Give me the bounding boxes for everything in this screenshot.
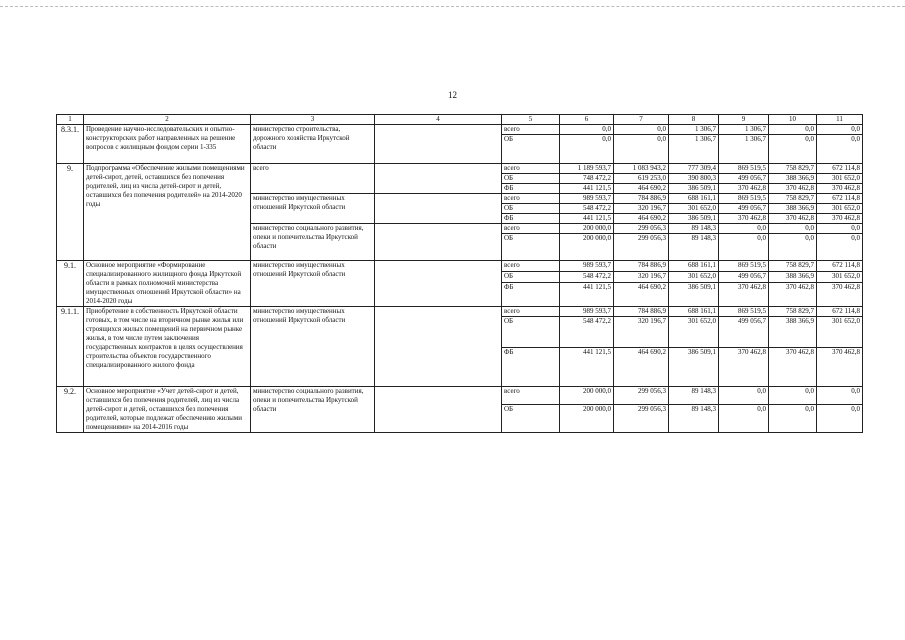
amount-cell: 499 056,7: [719, 204, 769, 214]
funding-source: всего: [502, 307, 560, 317]
amount-cell: 464 690,2: [614, 214, 669, 224]
amount-cell: 758 829,7: [769, 194, 817, 204]
column-header: 5: [502, 115, 560, 125]
amount-cell: 386 509,1: [669, 348, 719, 387]
item-code: 9.: [57, 164, 84, 261]
column-header: 6: [560, 115, 614, 125]
amount-cell: 464 690,2: [614, 348, 669, 387]
amount-cell: 441 121,5: [560, 214, 614, 224]
amount-cell: 441 121,5: [560, 348, 614, 387]
amount-cell: 301 652,0: [817, 174, 863, 184]
amount-cell: 388 366,9: [769, 272, 817, 283]
table-row: [57, 261, 863, 272]
amount-cell: 672 114,8: [817, 261, 863, 272]
amount-cell: 619 253,0: [614, 174, 669, 184]
funding-source: всего: [502, 224, 560, 234]
amount-cell: 89 148,3: [669, 234, 719, 261]
amount-cell: 989 593,7: [560, 261, 614, 272]
amount-cell: 370 462,8: [769, 214, 817, 224]
amount-cell: 388 366,9: [769, 204, 817, 214]
amount-cell: 370 462,8: [719, 348, 769, 387]
amount-cell: 0,0: [817, 405, 863, 433]
amount-cell: 869 519,5: [719, 261, 769, 272]
responsible-agency: министерство имущественных отношений Иркутской области: [251, 261, 375, 307]
amount-cell: 1 189 593,7: [560, 164, 614, 174]
item-code: 9.1.1.: [57, 307, 84, 387]
funding-source: ОБ: [502, 204, 560, 214]
amount-cell: 989 593,7: [560, 307, 614, 317]
amount-cell: 1 306,7: [669, 125, 719, 135]
amount-cell: 777 309,4: [669, 164, 719, 174]
scan-top-rule: [0, 6, 905, 7]
amount-cell: 200 000,0: [560, 234, 614, 261]
amount-cell: 1 306,7: [719, 135, 769, 164]
amount-cell: 89 148,3: [669, 224, 719, 234]
item-description: Основное мероприятие «Формирование специализированного жилищного фонда Иркутской области в рамках полномочий министерства имущественных отношений Иркутской области» на 2014-2020 годы: [84, 261, 251, 307]
amount-cell: 301 652,0: [817, 272, 863, 283]
amount-cell: 301 652,0: [817, 204, 863, 214]
table-row: [57, 125, 863, 135]
amount-cell: 370 462,8: [817, 348, 863, 387]
table-body: [57, 125, 863, 433]
funding-source: ОБ: [502, 234, 560, 261]
amount-cell: 370 462,8: [719, 214, 769, 224]
amount-cell: 784 886,9: [614, 261, 669, 272]
amount-cell: 386 509,1: [669, 184, 719, 194]
responsible-agency: министерство социального развития, опеки и попечительства Иркутской области: [251, 387, 375, 433]
item-description: Основное мероприятие «Учет детей-сирот и детей, оставшихся без попечения родителей, лиц из числа детей-сирот и детей, оставшихся без попечения родителей, которые подлежат обеспечению жилыми помещениями» на 2014-2016 годы: [84, 387, 251, 433]
table-row: [57, 307, 863, 317]
amount-cell: 464 690,2: [614, 184, 669, 194]
amount-cell: 869 519,5: [719, 307, 769, 317]
amount-cell: 499 056,7: [719, 272, 769, 283]
responsible-agency: министерство имущественных отношений Иркутской области: [251, 307, 375, 387]
amount-cell: 1 306,7: [719, 125, 769, 135]
amount-cell: 441 121,5: [560, 283, 614, 307]
funding-source: всего: [502, 125, 560, 135]
amount-cell: 200 000,0: [560, 405, 614, 433]
amount-cell: 672 114,8: [817, 307, 863, 317]
amount-cell: 464 690,2: [614, 283, 669, 307]
item-code: 9.1.: [57, 261, 84, 307]
funding-source: всего: [502, 164, 560, 174]
funding-source: ОБ: [502, 272, 560, 283]
responsible-agency: министерство социального развития, опеки и попечительства Иркутской области: [251, 224, 375, 261]
amount-cell: 0,0: [719, 224, 769, 234]
amount-cell: 200 000,0: [560, 224, 614, 234]
column-4-cell: [375, 164, 502, 194]
item-description: Подпрограмма «Обеспечение жилыми помещениями детей-сирот, детей, оставшихся без попечения родителей, лиц из числа детей-сирот и детей, оставшихся без попечения родителей» на 2014-2020 годы: [84, 164, 251, 261]
amount-cell: 299 056,3: [614, 234, 669, 261]
amount-cell: 672 114,8: [817, 194, 863, 204]
amount-cell: 0,0: [769, 135, 817, 164]
amount-cell: 301 652,0: [669, 272, 719, 283]
column-4-cell: [375, 125, 502, 164]
amount-cell: 688 161,1: [669, 261, 719, 272]
funding-source: ФБ: [502, 283, 560, 307]
column-header: 7: [614, 115, 669, 125]
funding-source: всего: [502, 261, 560, 272]
column-4-cell: [375, 387, 502, 433]
amount-cell: 0,0: [769, 387, 817, 405]
amount-cell: 320 196,7: [614, 204, 669, 214]
amount-cell: 758 829,7: [769, 164, 817, 174]
amount-cell: 0,0: [719, 234, 769, 261]
amount-cell: 390 800,3: [669, 174, 719, 184]
column-header: 2: [84, 115, 251, 125]
column-number-row: [57, 115, 863, 125]
amount-cell: 299 056,3: [614, 405, 669, 433]
amount-cell: 89 148,3: [669, 387, 719, 405]
amount-cell: 499 056,7: [719, 317, 769, 348]
amount-cell: 301 652,0: [669, 204, 719, 214]
column-4-cell: [375, 194, 502, 224]
amount-cell: 748 472,2: [560, 174, 614, 184]
column-header: 3: [251, 115, 375, 125]
amount-cell: 0,0: [614, 125, 669, 135]
amount-cell: 784 886,9: [614, 194, 669, 204]
column-4-cell: [375, 307, 502, 387]
table-row: [57, 387, 863, 405]
item-code: 9.2.: [57, 387, 84, 433]
amount-cell: 320 196,7: [614, 272, 669, 283]
amount-cell: 370 462,8: [719, 184, 769, 194]
funding-source: ОБ: [502, 317, 560, 348]
amount-cell: 388 366,9: [769, 317, 817, 348]
amount-cell: 0,0: [817, 125, 863, 135]
column-header: 8: [669, 115, 719, 125]
page-number: 12: [448, 90, 457, 100]
column-header: 1: [57, 115, 84, 125]
column-4-cell: [375, 261, 502, 307]
funding-source: ФБ: [502, 348, 560, 387]
amount-cell: 0,0: [719, 387, 769, 405]
amount-cell: 784 886,9: [614, 307, 669, 317]
amount-cell: 0,0: [560, 125, 614, 135]
item-code: 8.3.1.: [57, 125, 84, 164]
responsible-agency: министерство строительства, дорожного хозяйства Иркутской области: [251, 125, 375, 164]
amount-cell: 1 083 943,2: [614, 164, 669, 174]
amount-cell: 758 829,7: [769, 261, 817, 272]
amount-cell: 499 056,7: [719, 174, 769, 184]
amount-cell: 0,0: [817, 224, 863, 234]
amount-cell: 0,0: [817, 135, 863, 164]
responsible-agency: министерство имущественных отношений Иркутской области: [251, 194, 375, 224]
amount-cell: 386 509,1: [669, 214, 719, 224]
amount-cell: 370 462,8: [817, 184, 863, 194]
amount-cell: 688 161,1: [669, 307, 719, 317]
funding-source: ОБ: [502, 135, 560, 164]
amount-cell: 200 000,0: [560, 387, 614, 405]
amount-cell: 370 462,8: [769, 348, 817, 387]
amount-cell: 370 462,8: [769, 283, 817, 307]
item-description: Проведение научно-исследовательских и опытно-конструкторских работ направленных на решение вопросов с жилищным фондом серии 1-335: [84, 125, 251, 164]
amount-cell: 548 472,2: [560, 272, 614, 283]
amount-cell: 0,0: [769, 234, 817, 261]
funding-source: ОБ: [502, 174, 560, 184]
amount-cell: 370 462,8: [769, 184, 817, 194]
table-row: [57, 164, 863, 174]
amount-cell: 370 462,8: [817, 283, 863, 307]
amount-cell: 672 114,8: [817, 164, 863, 174]
amount-cell: 441 121,5: [560, 184, 614, 194]
amount-cell: 320 196,7: [614, 317, 669, 348]
amount-cell: 0,0: [817, 234, 863, 261]
item-description: Приобретение в собственность Иркутской области готовых, в том числе на вторичном рынке жилья или строящихся жилых помещений на первичном рынке жилья, в том числе путем заключения государственных контрактов в целях осуществления строительства объектов государственного специализированного жилого фонда: [84, 307, 251, 387]
column-header: 9: [719, 115, 769, 125]
amount-cell: 0,0: [817, 387, 863, 405]
amount-cell: 89 148,3: [669, 405, 719, 433]
funding-source: всего: [502, 387, 560, 405]
amount-cell: 1 306,7: [669, 135, 719, 164]
column-header: 4: [375, 115, 502, 125]
amount-cell: 301 652,0: [817, 317, 863, 348]
amount-cell: 758 829,7: [769, 307, 817, 317]
funding-source: ОБ: [502, 405, 560, 433]
column-header: 10: [769, 115, 817, 125]
amount-cell: 0,0: [614, 135, 669, 164]
column-4-cell: [375, 224, 502, 261]
amount-cell: 370 462,8: [719, 283, 769, 307]
amount-cell: 299 056,3: [614, 224, 669, 234]
amount-cell: 0,0: [560, 135, 614, 164]
funding-source: ФБ: [502, 214, 560, 224]
amount-cell: 0,0: [769, 125, 817, 135]
amount-cell: 299 056,3: [614, 387, 669, 405]
responsible-agency: всего: [251, 164, 375, 194]
amount-cell: 0,0: [719, 405, 769, 433]
amount-cell: 688 161,1: [669, 194, 719, 204]
amount-cell: 548 472,2: [560, 317, 614, 348]
amount-cell: 869 519,5: [719, 194, 769, 204]
column-header: 11: [817, 115, 863, 125]
funding-source: ФБ: [502, 184, 560, 194]
amount-cell: 0,0: [769, 405, 817, 433]
amount-cell: 869 519,5: [719, 164, 769, 174]
amount-cell: 0,0: [769, 224, 817, 234]
amount-cell: 370 462,8: [817, 214, 863, 224]
amount-cell: 388 366,9: [769, 174, 817, 184]
amount-cell: 548 472,2: [560, 204, 614, 214]
amount-cell: 386 509,1: [669, 283, 719, 307]
funding-source: всего: [502, 194, 560, 204]
amount-cell: 301 652,0: [669, 317, 719, 348]
amount-cell: 989 593,7: [560, 194, 614, 204]
budget-table: [56, 114, 863, 433]
